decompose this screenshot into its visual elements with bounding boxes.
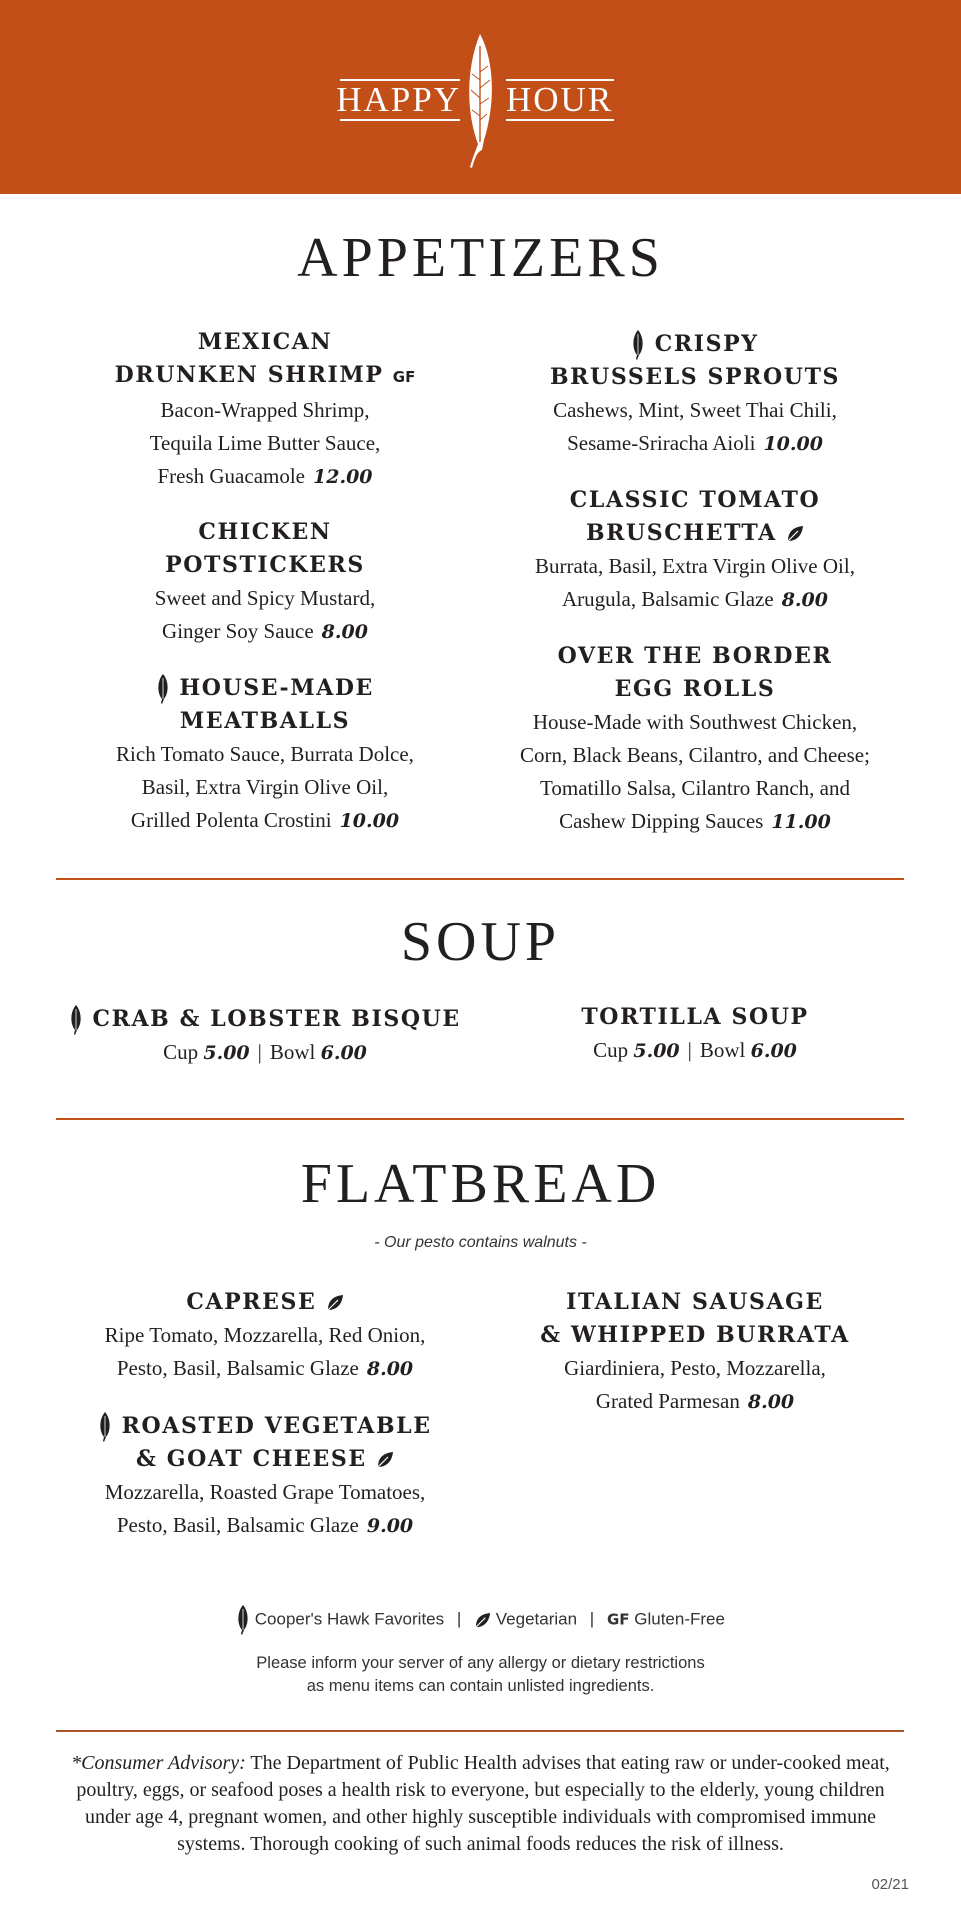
item-name: HOUSE-MADE MEATBALLS bbox=[80, 672, 450, 738]
leaf-icon bbox=[326, 1294, 344, 1312]
menu-item bbox=[505, 640, 885, 839]
menu-item bbox=[60, 1003, 470, 1070]
header-banner bbox=[0, 0, 961, 194]
logo-text-left: HAPPY bbox=[336, 80, 461, 119]
item-description: Bacon-Wrapped Shrimp, Tequila Lime Butter Sauce, Fresh Guacamole 12.00 bbox=[149, 398, 381, 488]
item-price: 8.00 bbox=[321, 621, 368, 643]
icon-legend: Cooper's Hawk Favorites | Vegetarian | GF Gluten-Free bbox=[0, 1604, 961, 1636]
item-price: 8.00 bbox=[366, 1358, 414, 1380]
section-divider bbox=[56, 878, 904, 880]
menu-item bbox=[80, 516, 450, 649]
legend-favorites: Cooper's Hawk Favorites bbox=[254, 1609, 445, 1629]
feather-icon bbox=[69, 1004, 83, 1036]
appetizers-left-column bbox=[80, 326, 450, 846]
item-name: CLASSIC TOMATO BRUSCHETTA bbox=[569, 487, 821, 546]
advisory-text: The Department of Public Health advises that eating raw or under-cooked meat, poultry, eggs, or seafood poses a health risk to everyone, but especially to the elderly, young children under age 4, pregnant women, and other highly susceptible individuals with compromised immune systems. Thorough cooking of such animal foods reduces the risk of illness. bbox=[76, 1752, 890, 1855]
gluten-free-tag: GF bbox=[392, 368, 416, 386]
consumer-advisory bbox=[60, 1750, 901, 1858]
item-description: Giardiniera, Pesto, Mozzarella, Grated Parmesan 8.00 bbox=[564, 1356, 826, 1413]
item-name: CRISPY BRUSSELS SPROUTS bbox=[549, 331, 841, 390]
soup-left bbox=[60, 1003, 470, 1083]
feather-icon bbox=[98, 1411, 112, 1443]
legend-vegetarian: Vegetarian bbox=[495, 1609, 578, 1629]
item-price-line: Cup 5.00 | Bowl 6.00 bbox=[163, 1040, 367, 1064]
appetizers-title: APPETIZERS bbox=[297, 227, 664, 289]
item-price: 9.00 bbox=[366, 1515, 414, 1537]
item-name: CHICKEN POTSTICKERS bbox=[165, 519, 365, 578]
feather-icon bbox=[631, 329, 645, 361]
item-price: 8.00 bbox=[747, 1391, 795, 1413]
item-description: Rich Tomato Sauce, Burrata Dolce, Basil, Extra Virgin Olive Oil, Grilled Polenta Crostini 10.00 bbox=[116, 742, 414, 832]
menu-date: 02/21 bbox=[871, 1876, 909, 1893]
item-price: 10.00 bbox=[339, 810, 400, 832]
menu-item bbox=[505, 1001, 885, 1068]
item-name: CRAB & LOBSTER BISQUE bbox=[60, 1003, 470, 1036]
item-name: ROASTED VEGETABLE & GOAT CHEESE bbox=[70, 1410, 460, 1476]
item-description: Ripe Tomato, Mozzarella, Red Onion, Pesto, Basil, Balsamic Glaze 8.00 bbox=[104, 1323, 426, 1380]
feather-icon bbox=[236, 1604, 250, 1636]
item-description: Mozzarella, Roasted Grape Tomatoes, Pesto, Basil, Balsamic Glaze 9.00 bbox=[104, 1480, 426, 1537]
logo-text-right: HOUR bbox=[506, 80, 614, 119]
soup-title: SOUP bbox=[400, 911, 561, 973]
item-description: House-Made with Southwest Chicken, Corn, Black Beans, Cilantro, and Cheese; Tomatillo Salsa, Cilantro Ranch, and Cashew Dipping Sauces 11.00 bbox=[520, 710, 870, 833]
menu-item bbox=[505, 328, 885, 461]
feather-icon bbox=[156, 673, 170, 705]
soup-right bbox=[505, 1001, 885, 1081]
item-name: CAPRESE bbox=[70, 1286, 460, 1319]
item-price: 12.00 bbox=[313, 466, 373, 488]
item-price-line: Cup 5.00 | Bowl 6.00 bbox=[593, 1038, 797, 1062]
appetizers-right-column bbox=[505, 328, 885, 848]
legend-gluten-free: Gluten-Free bbox=[634, 1609, 725, 1629]
item-name: TORTILLA SOUP bbox=[581, 1004, 809, 1030]
pesto-note: - Our pesto contains walnuts - bbox=[374, 1234, 587, 1251]
flatbread-title: FLATBREAD bbox=[300, 1153, 661, 1215]
leaf-icon bbox=[376, 1451, 394, 1469]
item-name: MEXICAN DRUNKEN SHRIMP GF bbox=[114, 329, 416, 388]
menu-item bbox=[70, 1286, 460, 1386]
item-description: Cashews, Mint, Sweet Thai Chili, Sesame-Sriracha Aioli 10.00 bbox=[553, 398, 837, 455]
section-divider bbox=[56, 1730, 904, 1732]
menu-item bbox=[80, 326, 450, 494]
item-description: Sweet and Spicy Mustard, Ginger Soy Sauce 8.00 bbox=[154, 586, 376, 643]
item-price: 10.00 bbox=[763, 433, 823, 455]
flatbread-left-column bbox=[70, 1286, 460, 1546]
feather-logo-icon bbox=[460, 32, 500, 172]
section-divider bbox=[56, 1118, 904, 1120]
gluten-free-tag: GF bbox=[606, 1610, 630, 1629]
item-price: 8.00 bbox=[781, 589, 828, 611]
item-description: Burrata, Basil, Extra Virgin Olive Oil, Arugula, Balsamic Glaze 8.00 bbox=[535, 554, 855, 611]
menu-item bbox=[80, 672, 450, 838]
happy-hour-logo bbox=[0, 0, 961, 194]
flatbread-right-column bbox=[505, 1286, 885, 1426]
leaf-icon bbox=[474, 1612, 491, 1629]
allergy-notice: Please inform your server of any allergy or dietary restrictions as menu items can contain unlisted ingredients. bbox=[256, 1654, 705, 1695]
item-price: 11.00 bbox=[771, 811, 831, 833]
menu-item bbox=[505, 1286, 885, 1419]
advisory-label: *Consumer Advisory: bbox=[71, 1752, 246, 1774]
leaf-icon bbox=[786, 525, 804, 543]
menu-item bbox=[70, 1410, 460, 1543]
menu-item bbox=[505, 484, 885, 617]
item-name: ITALIAN SAUSAGE & WHIPPED BURRATA bbox=[540, 1289, 850, 1348]
item-name: OVER THE BORDER EGG ROLLS bbox=[557, 643, 833, 702]
